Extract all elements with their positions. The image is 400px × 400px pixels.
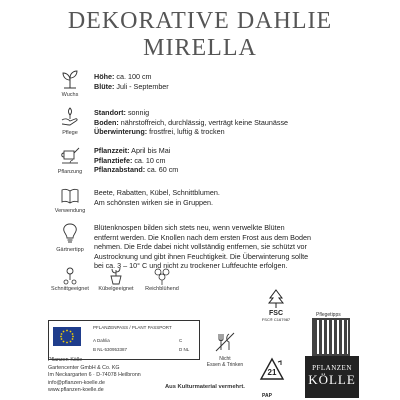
company-line-1: Pflanzen-Kölle [48, 357, 83, 363]
passport-c: C [179, 338, 183, 343]
tip-line-3: nehmen. Die Erde dabei nicht vollständig entfernen, sie schützt vor [94, 242, 307, 252]
recycling-code: PAP [262, 393, 272, 399]
soil-value: nährstoffreich, durchlässig, verträgt keine Staunässe [118, 117, 289, 127]
company-line-3: Im Neckargarten 6 · D-74078 Heilbronn [48, 372, 141, 379]
scissors-flower-icon [59, 266, 81, 286]
qr-code-icon[interactable] [312, 318, 350, 356]
lightbulb-icon [59, 221, 81, 245]
fsc-tree-icon [265, 288, 287, 310]
bloom-value: Juli - September [114, 81, 169, 91]
soil-key: Boden: [94, 117, 119, 127]
pflanzung-label: Pflanzung [57, 169, 83, 175]
badge-kuebelgeeignet [94, 266, 138, 292]
hand-plant-icon [59, 104, 81, 128]
tip-line-5: bei ca. 3 – 10° C und nicht zu trockener Luftfeuchte erfolgen. [94, 261, 288, 271]
pflegetipps-label: Pflegetipps [316, 312, 341, 318]
recycling-number: 21 [267, 368, 277, 377]
passport-b: B NL-530953387 [93, 347, 128, 352]
culture-note: Aus Kulturmaterial vermehrt. [165, 384, 245, 390]
badge-schnittgeeignet [48, 266, 92, 292]
usage-line-1: Beete, Rabatten, Kübel, Schnittblumen. [94, 188, 220, 197]
tipp-icon-block [48, 221, 92, 253]
company-website[interactable]: www.pflanzen-koelle.de [48, 387, 104, 394]
pot-plant-icon [105, 266, 127, 286]
recycling-triangle-icon [258, 356, 286, 384]
tipp-text [94, 223, 362, 271]
height-value: ca. 100 cm [114, 72, 152, 81]
title-line-1: DEKORATIVE DAHLIE [67, 8, 333, 34]
no-eating-icon [213, 330, 237, 354]
product-title [0, 8, 400, 62]
pflege-text [94, 108, 354, 137]
plant-passport [48, 320, 200, 360]
not-eat-line-1: Nicht [219, 356, 231, 362]
fsc-code: FSC® C167987 [261, 317, 291, 322]
title-line-2: MIRELLA [143, 35, 257, 61]
pflege-label: Pflege [62, 130, 78, 136]
tip-line-2: entfernt werden. Die Knollen nach dem ersten Frost aus dem Boden [94, 232, 311, 242]
verwendung-label: Verwendung [54, 208, 86, 214]
plant-spacing-value: ca. 60 cm [145, 165, 179, 175]
company-address [48, 357, 168, 395]
passport-header: PFLANZENPASS / PLANT PASSPORT [93, 325, 172, 330]
wuchs-label: Wuchs [61, 92, 79, 98]
plant-growth-icon [59, 68, 81, 90]
verwendung-icon-block [48, 186, 92, 214]
wuchs-icon-block [48, 68, 92, 98]
passport-d: D NL [179, 347, 190, 352]
plant-depth-key: Pflanztiefe: [94, 155, 133, 165]
badge-label-kuebel: Kübelgeeignet [98, 286, 134, 292]
wintering-value: frostfrei, luftig & trocken [147, 127, 225, 137]
plant-spacing-key: Pflanzabstand: [94, 165, 146, 175]
usage-line-2: Am schönsten wirken sie in Gruppen. [94, 197, 214, 207]
badge-label-schnitt: Schnittgeeignet [51, 286, 89, 292]
book-icon [59, 186, 81, 206]
logo-bottom: KÖLLE [308, 372, 356, 387]
plant-time-value: April bis Mai [129, 146, 171, 155]
tip-line-4: Austrocknung und gibt ihnen Feuchtigkeit. Die Überwinterung sollte [94, 251, 309, 261]
badge-reichbluehend [140, 266, 184, 292]
passport-a: A Dahlia [93, 338, 110, 343]
many-flowers-icon [151, 266, 173, 286]
location-key: Standort: [94, 108, 126, 117]
watering-can-icon [58, 143, 82, 167]
wuchs-text [94, 72, 354, 91]
pflanzung-text [94, 146, 354, 175]
pflanzung-icon-block [48, 143, 92, 175]
tip-line-1: Blütenknospen bilden sich stets neu, wenn verwelkte Blüten [94, 223, 285, 232]
logo-top: PFLANZEN [312, 364, 352, 372]
recycling-block [258, 356, 286, 389]
plant-time-key: Pflanzzeit: [94, 146, 130, 155]
not-eat-block [200, 330, 250, 368]
not-eat-line-2: Essen & Trinken [206, 362, 244, 369]
pflege-icon-block [48, 104, 92, 136]
height-key: Höhe: [94, 72, 115, 81]
company-email[interactable]: info@pflanzen-koelle.de [48, 379, 105, 386]
company-line-2: Gartencenter GmbH & Co. KG [48, 364, 120, 371]
plant-depth-value: ca. 10 cm [132, 155, 166, 165]
eu-flag-icon [53, 327, 81, 346]
location-value: sonnig [125, 108, 150, 117]
fsc-block [258, 288, 294, 322]
feature-badges [48, 266, 208, 306]
pflanzen-koelle-logo [305, 356, 359, 398]
wintering-key: Überwinterung: [94, 127, 148, 137]
tipp-label: Gärtnertipp [56, 247, 84, 253]
fsc-label: FSC [269, 310, 283, 317]
badge-label-reich: Reichblühend [145, 286, 179, 292]
verwendung-text [94, 188, 354, 207]
bloom-key: Blüte: [94, 81, 115, 91]
